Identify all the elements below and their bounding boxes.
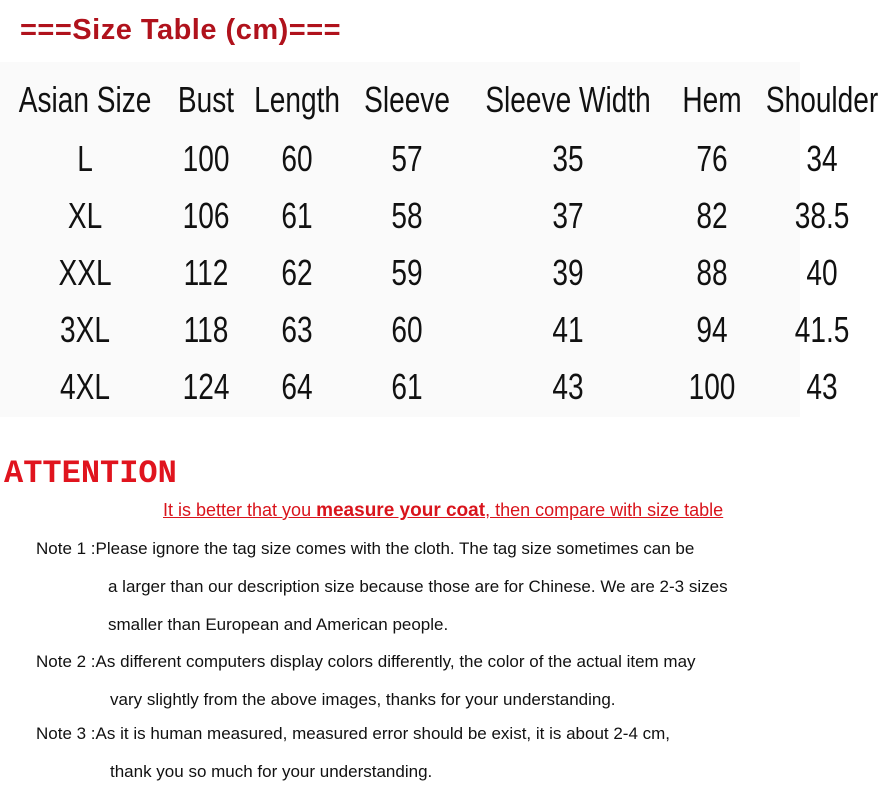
- note-line: a larger than our description size because those are for Chinese. We are 2-3 sizes: [108, 577, 728, 596]
- table-cell: 35: [552, 138, 585, 179]
- table-cell: 40: [806, 252, 839, 293]
- table-cell: 63: [281, 309, 313, 350]
- table-cell: 62: [281, 252, 313, 293]
- table-cell: L: [77, 138, 93, 179]
- column-header: Hem: [682, 79, 743, 120]
- table-cell: 60: [281, 138, 313, 179]
- table-row: [0, 301, 895, 358]
- table-cell: 88: [696, 252, 729, 293]
- table-row: [0, 244, 895, 301]
- table-cell: XXL: [58, 252, 112, 293]
- table-cell: 124: [182, 366, 230, 407]
- note-label: Note 3 :: [36, 724, 96, 743]
- table-cell: 41: [552, 309, 585, 350]
- table-cell: 57: [391, 138, 423, 179]
- table-cell: 43: [552, 366, 585, 407]
- table-cell: 106: [182, 195, 230, 236]
- table-cell: 64: [281, 366, 313, 407]
- size-table: [0, 70, 895, 415]
- attention-heading: ATTENTION: [4, 455, 177, 492]
- table-cell: 82: [696, 195, 729, 236]
- size-table-area: [0, 62, 879, 417]
- column-header: Sleeve Width: [485, 79, 652, 120]
- table-header-row: [0, 70, 895, 130]
- table-cell: 37: [552, 195, 585, 236]
- table-cell: 41.5: [795, 309, 850, 350]
- note-2: [36, 643, 696, 719]
- note-label: Note 2 :: [36, 652, 96, 671]
- measure-advice-start: It is better that you: [163, 500, 317, 520]
- table-cell: 38.5: [795, 195, 850, 236]
- column-header: Length: [254, 79, 341, 120]
- column-header: Asian Size: [18, 79, 152, 120]
- table-cell: 100: [182, 138, 230, 179]
- note-label: Note 1 :: [36, 539, 96, 558]
- table-cell: 3XL: [60, 309, 111, 350]
- note-line: Please ignore the tag size comes with the cloth. The tag size sometimes can be: [95, 539, 695, 558]
- table-cell: 39: [552, 252, 585, 293]
- column-header: Shoulder: [766, 79, 879, 120]
- table-cell: 61: [281, 195, 313, 236]
- measure-advice-emphasis: measure your coat: [316, 500, 486, 521]
- note-1: [36, 530, 728, 644]
- table-cell: 100: [689, 366, 736, 407]
- table-cell: 76: [696, 138, 729, 179]
- measure-advice: [163, 500, 723, 522]
- note-line: thank you so much for your understanding.: [110, 762, 433, 781]
- size-table-title: ===Size Table (cm)===: [20, 14, 342, 46]
- table-cell: 61: [391, 366, 423, 407]
- note-line: As different computers display colors differently, the color of the actual item may: [95, 652, 696, 671]
- table-cell: 94: [696, 309, 729, 350]
- table-cell: 60: [391, 309, 423, 350]
- table-row: [0, 187, 895, 244]
- table-cell: 112: [183, 252, 229, 293]
- table-cell: 58: [391, 195, 423, 236]
- note-line: vary slightly from the above images, thanks for your understanding.: [110, 690, 616, 709]
- note-line: smaller than European and American people.: [108, 615, 449, 634]
- table-cell: 4XL: [60, 366, 111, 407]
- table-cell: 43: [806, 366, 839, 407]
- table-cell: 34: [806, 138, 839, 179]
- column-header: Bust: [178, 79, 235, 120]
- note-line: As it is human measured, measured error should be exist, it is about 2-4 cm,: [95, 724, 671, 743]
- measure-advice-end: , then compare with size table: [485, 500, 724, 520]
- column-header: Sleeve: [364, 79, 451, 120]
- note-3: [36, 715, 670, 791]
- table-row: [0, 130, 895, 187]
- table-cell: XL: [67, 195, 103, 236]
- table-row: [0, 358, 895, 415]
- table-cell: 118: [183, 309, 229, 350]
- table-cell: 59: [391, 252, 423, 293]
